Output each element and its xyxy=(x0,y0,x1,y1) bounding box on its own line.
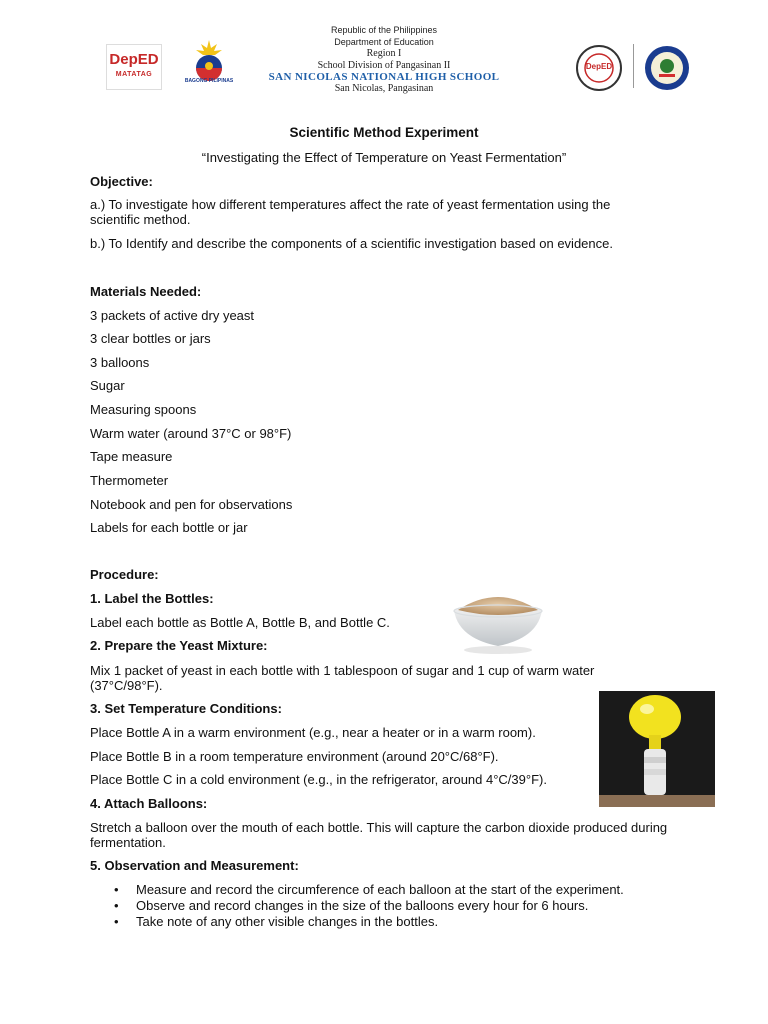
matatag-text: MATATAG xyxy=(115,71,153,78)
list-item xyxy=(90,914,624,930)
observation-text: Take note of any other visible changes in the bottles. xyxy=(136,914,439,929)
materials-heading: Materials Needed: xyxy=(90,284,202,299)
observation-list xyxy=(90,882,624,930)
step1-heading: 1. Label the Bottles: xyxy=(90,591,214,606)
header-town: San Nicolas, Pangasinan xyxy=(334,83,434,94)
step3-bottle-b: Place Bottle B in a room temperature environment (around 20°C/68°F). xyxy=(90,749,499,764)
list-item xyxy=(90,882,624,898)
step4-text: Stretch a balloon over the mouth of each bottle. This will capture the carbon dioxide produced during fermentation. xyxy=(90,820,668,850)
material-item: Warm water (around 37°C or 98°F) xyxy=(90,426,292,441)
material-item: Tape measure xyxy=(90,449,173,464)
observation-text: Measure and record the circumference of each balloon at the start of the experiment. xyxy=(136,882,624,897)
page-title: Scientific Method Experiment xyxy=(289,125,479,140)
material-item: 3 packets of active dry yeast xyxy=(90,308,255,323)
objective-a: a.) To investigate how different temperatures affect the rate of yeast fermentation using the scientific method. xyxy=(90,197,611,227)
material-item: 3 balloons xyxy=(90,355,150,370)
step2-heading: 2. Prepare the Yeast Mixture: xyxy=(90,638,268,653)
header-school-name: SAN NICOLAS NATIONAL HIGH SCHOOL xyxy=(268,71,500,83)
deped-logo-text: DepED xyxy=(109,51,159,68)
header-division: School Division of Pangasinan II xyxy=(317,60,451,71)
step2-text: Mix 1 packet of yeast in each bottle with 1 tablespoon of sugar and 1 cup of warm water (37°C/98°F). xyxy=(90,663,595,693)
yeast-bowl-image xyxy=(446,576,550,656)
observation-text: Observe and record changes in the size of the balloons every hour for 6 hours. xyxy=(136,898,589,913)
division-seal xyxy=(642,44,692,92)
step1-text: Label each bottle as Bottle A, Bottle B, and Bottle C. xyxy=(90,615,390,630)
school-seal xyxy=(575,44,623,92)
header-department: Department of Education xyxy=(334,37,434,47)
material-item: Sugar xyxy=(90,378,125,393)
step3-bottle-c: Place Bottle C in a cold environment (e.g., in the refrigerator, around 4°C/39°F). xyxy=(90,772,547,787)
material-item: Thermometer xyxy=(90,473,169,488)
material-item: Measuring spoons xyxy=(90,402,197,417)
list-item xyxy=(90,898,624,914)
header-region: Region I xyxy=(366,48,402,59)
bullet-icon: • xyxy=(114,914,119,929)
material-item: 3 clear bottles or jars xyxy=(90,331,211,346)
objective-heading: Objective: xyxy=(90,174,153,189)
material-item: Notebook and pen for observations xyxy=(90,497,293,512)
school-seal-text: DepED xyxy=(585,62,613,71)
page-subtitle: “Investigating the Effect of Temperature on Yeast Fermentation” xyxy=(201,150,567,165)
bullet-icon: • xyxy=(114,898,119,913)
procedure-heading: Procedure: xyxy=(90,567,159,582)
header-divider xyxy=(633,44,634,88)
balloon-bottle-image xyxy=(599,691,715,807)
step4-heading: 4. Attach Balloons: xyxy=(90,796,208,811)
objective-b: b.) To Identify and describe the components of a scientific investigation based on evidence. xyxy=(90,236,613,251)
bagong-pilipinas-text: BAGONG PILIPINAS xyxy=(184,78,234,84)
material-item: Labels for each bottle or jar xyxy=(90,520,248,535)
bullet-icon: • xyxy=(114,882,119,897)
step5-heading: 5. Observation and Measurement: xyxy=(90,858,299,873)
header-republic: Republic of the Philippines xyxy=(330,25,438,35)
step3-heading: 3. Set Temperature Conditions: xyxy=(90,701,282,716)
step3-bottle-a: Place Bottle A in a warm environment (e.g., near a heater or in a warm room). xyxy=(90,725,536,740)
